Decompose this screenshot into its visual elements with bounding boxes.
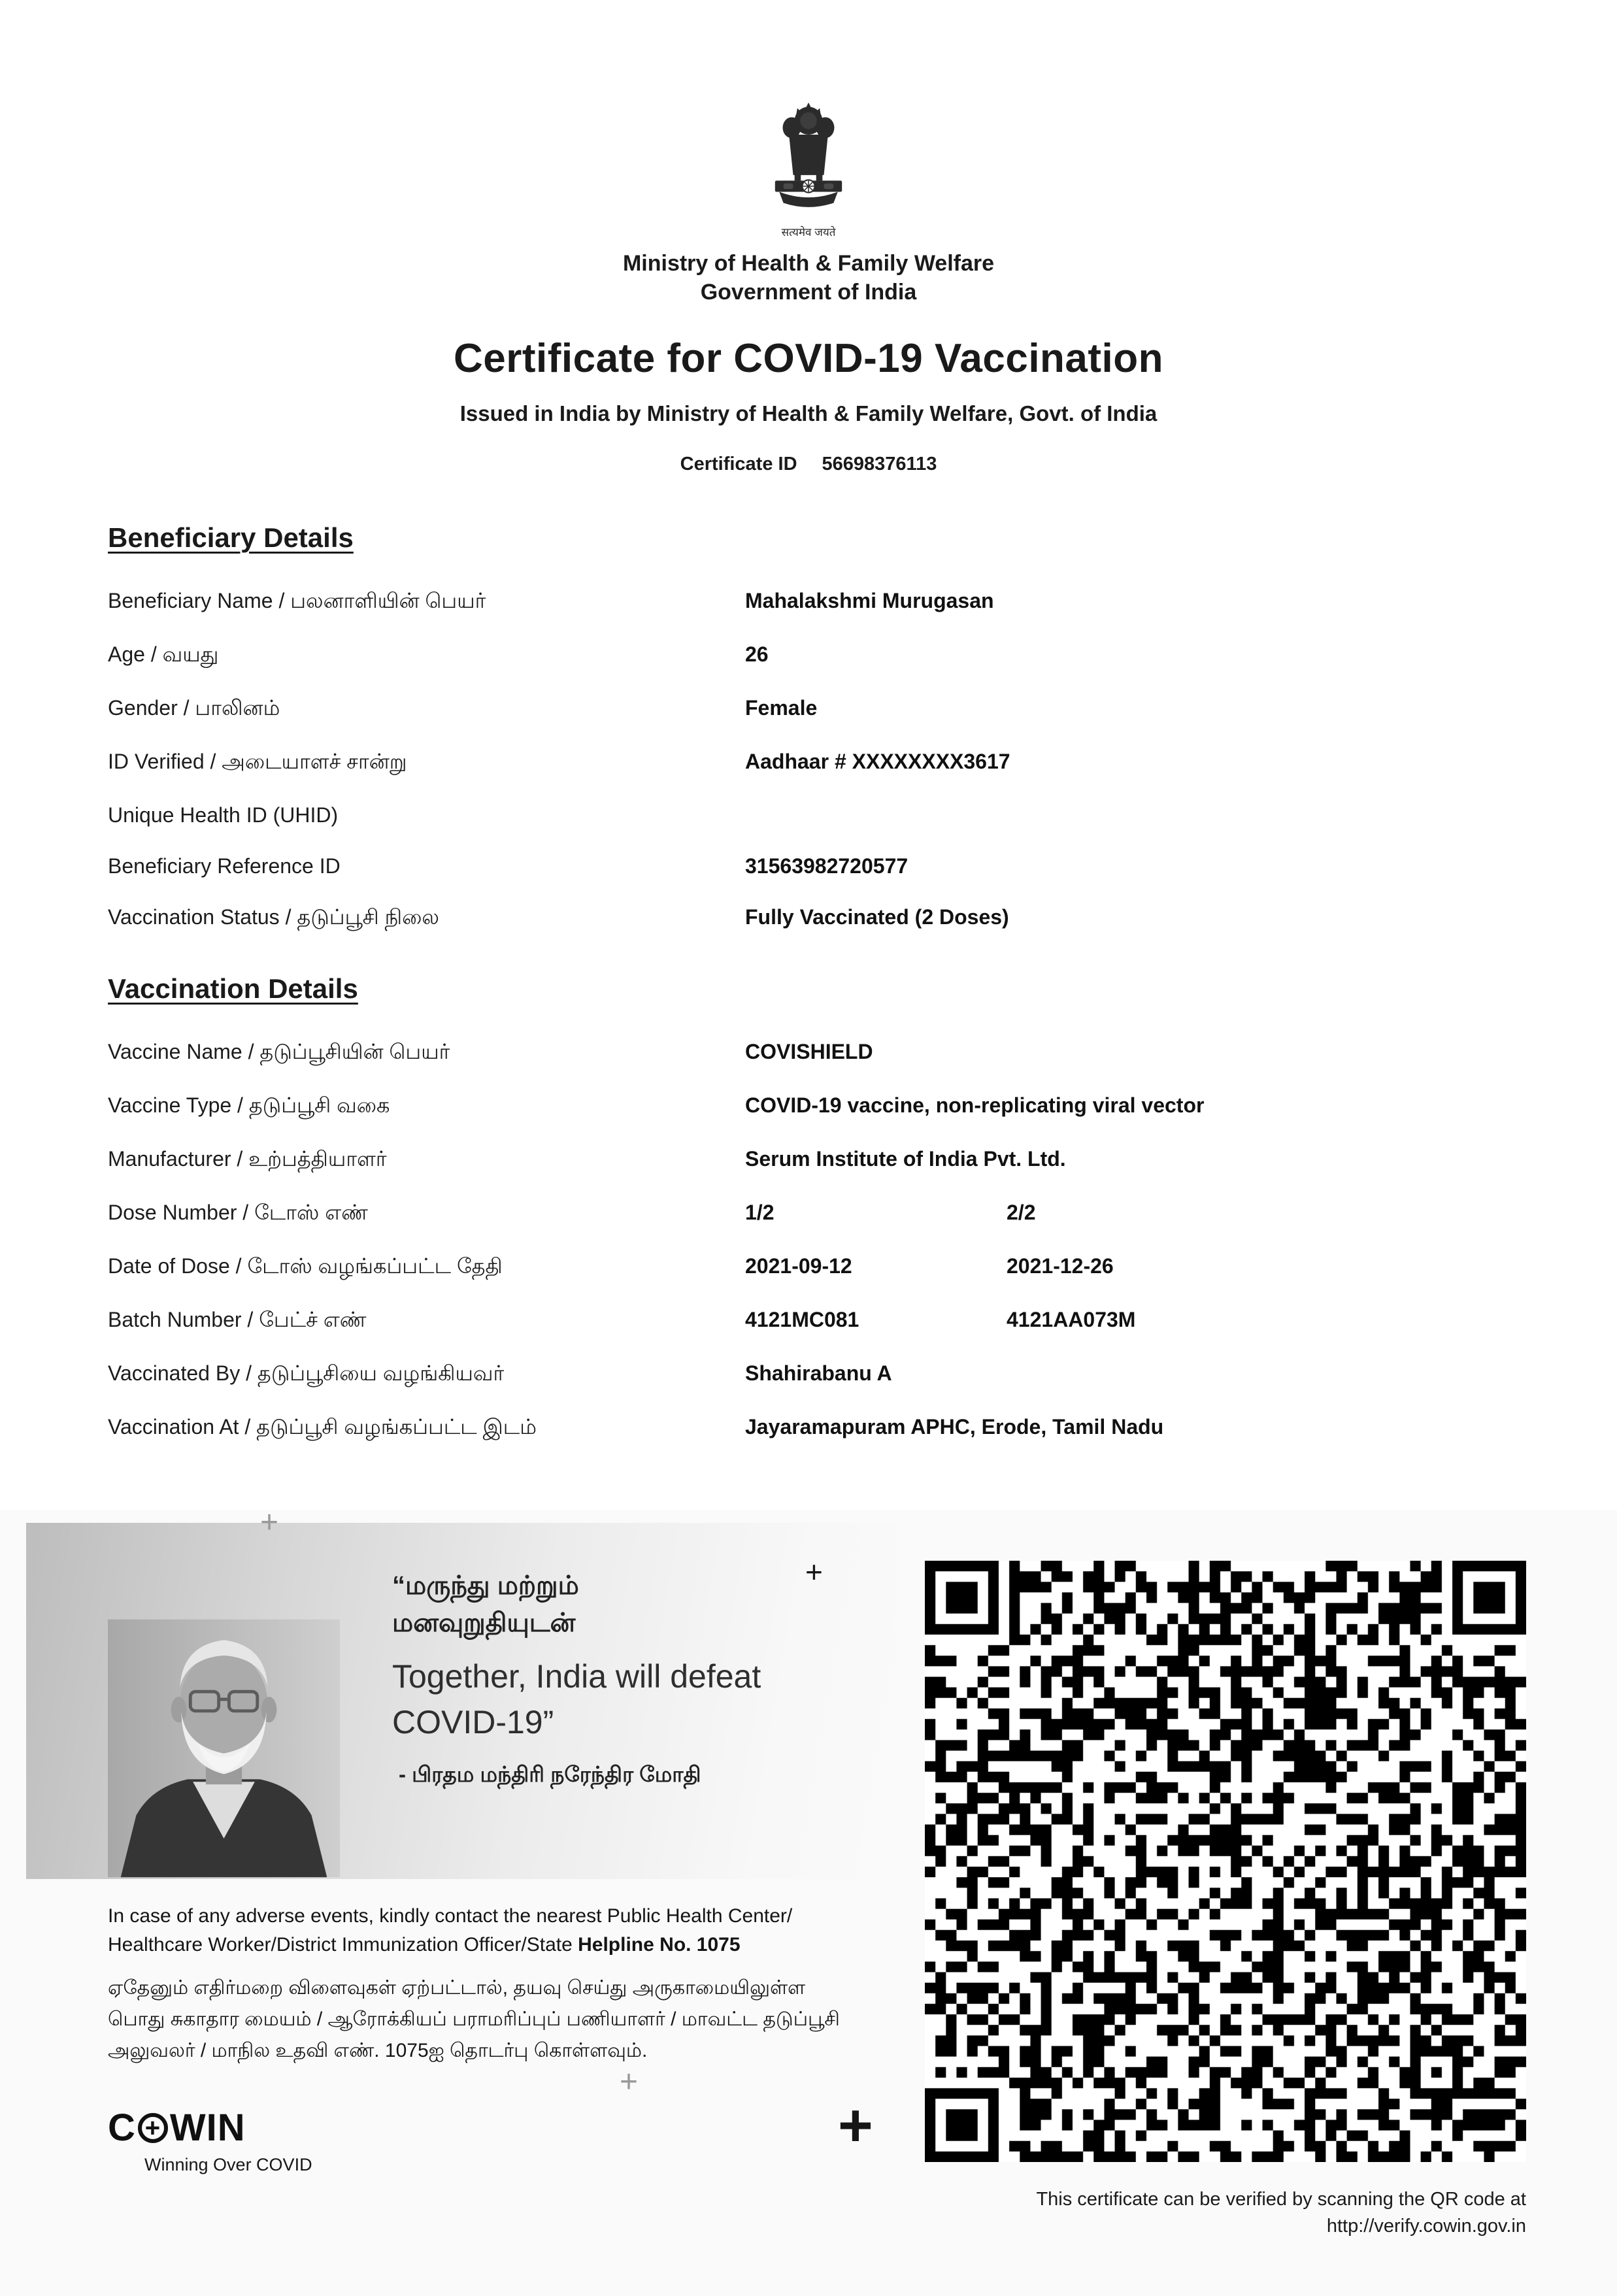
field-value: Serum Institute of India Pvt. Ltd. (745, 1147, 1066, 1171)
field-label: Beneficiary Name / பலனாளியின் பெயர் (108, 589, 486, 613)
quote-attribution: - பிரதம மந்திரி நரேந்திர மோதி (399, 1761, 701, 1786)
table-row (108, 696, 1525, 723)
table-row (108, 1147, 1525, 1174)
field-label: Vaccine Type / தடுப்பூசி வகை (108, 1093, 390, 1118)
ministry-name: Ministry of Health & Family Welfare (622, 251, 995, 276)
field-value: Shahirabanu A (745, 1361, 892, 1386)
table-row (108, 1361, 1525, 1388)
ministry-block (0, 250, 1617, 307)
quote-tamil-line2: மனவுறுதியுடன் (392, 1608, 576, 1637)
certificate-id-value: 56698376113 (822, 454, 937, 475)
adverse-line2: Healthcare Worker/District Immunization Officer/State (108, 1934, 578, 1956)
field-value-dual (745, 1254, 1114, 1278)
satyameva-jayate-motto: सत्यमेव जयते (781, 226, 836, 239)
field-label: Gender / பாலினம் (108, 696, 280, 720)
cowin-brand (108, 2106, 312, 2175)
registration-mark: + (805, 1555, 823, 1589)
verify-instruction (925, 2186, 1526, 2239)
field-label: Vaccinated By / தடுப்பூசியை வழங்கியவர் (108, 1361, 505, 1386)
dose2-value: 2/2 (1007, 1201, 1036, 1225)
quote-english-line2: COVID-19” (392, 1703, 554, 1740)
dose1-value: 1/2 (745, 1201, 775, 1225)
adverse-line1: In case of any adverse events, kindly contact the nearest Public Health Center/ (108, 1905, 793, 1927)
campaign-banner (0, 1505, 1617, 2296)
details-sections (108, 522, 1525, 1442)
dose1-batch: 4121MC081 (745, 1308, 859, 1332)
table-row (108, 589, 1525, 616)
field-value: Fully Vaccinated (2 Doses) (745, 905, 1009, 929)
table-row (108, 854, 1525, 878)
field-label: Unique Health ID (UHID) (108, 803, 339, 827)
ashoka-emblem-icon (767, 92, 850, 220)
field-label: ID Verified / அடையாளச் சான்று (108, 750, 407, 774)
adverse-events-notice-tamil: ஏதேனும் எதிர்மறை விளைவுகள் ஏற்பட்டால், தயவு செய்து அருகாமையிலுள்ள பொது சுகாதார மையம் / ஆரோக்கியப் பராமரிப்புப் பணியாளர் / மாவட்ட தடுப்பூசி அலுவலர் / மாநில உதவி எண். 1075ஐ தொடர்பு கொள்ளவும். (108, 1977, 840, 2061)
cowin-logo-win: WIN (169, 2106, 246, 2149)
cowin-tagline: Winning Over COVID (144, 2155, 312, 2174)
field-label: Batch Number / பேட்ச் எண் (108, 1308, 367, 1332)
field-label: Vaccine Name / தடுப்பூசியின் பெயர் (108, 1040, 450, 1064)
cowin-logo-c: C (108, 2106, 136, 2149)
certificate-header (0, 0, 1617, 475)
table-row (108, 1093, 1525, 1120)
field-label: Vaccination Status / தடுப்பூசி நிலை (108, 905, 439, 929)
registration-mark: + (260, 1505, 279, 1540)
field-label: Date of Dose / டோஸ் வழங்கப்பட்ட தேதி (108, 1254, 503, 1278)
field-value-dual (745, 1308, 1135, 1332)
field-value: Mahalakshmi Murugasan (745, 589, 994, 613)
pm-quote-block (392, 1567, 889, 1790)
pm-portrait-photo (108, 1618, 340, 1879)
adverse-events-notice (108, 1902, 892, 1959)
quote-tamil-line1: “மருந்து மற்றும் (392, 1571, 579, 1600)
cowin-plus-circle-icon: + (138, 2113, 168, 2143)
verify-line1: This certificate can be verified by scanning the QR code at (1036, 2189, 1526, 2210)
field-value: 26 (745, 642, 769, 667)
field-label: Manufacturer / உற்பத்தியாளர் (108, 1147, 387, 1171)
vaccination-details-heading: Vaccination Details (108, 973, 358, 1005)
table-row (108, 750, 1525, 776)
verification-qr-code (925, 1561, 1526, 2162)
table-row (108, 803, 1525, 827)
field-label: Age / வயது (108, 642, 219, 667)
cowin-logo (108, 2106, 312, 2150)
verify-url-link[interactable]: http://verify.cowin.gov.in (1326, 2215, 1526, 2237)
table-row (108, 905, 1525, 932)
field-label: Dose Number / டோஸ் எண் (108, 1201, 368, 1225)
field-value: Jayaramapuram APHC, Erode, Tamil Nadu (745, 1415, 1164, 1439)
field-value-dual (745, 1201, 1035, 1225)
india-national-emblem (767, 92, 850, 239)
government-name: Government of India (700, 279, 917, 305)
table-row (108, 1415, 1525, 1442)
table-row (108, 1201, 1525, 1227)
table-row (108, 1254, 1525, 1281)
field-value: COVISHIELD (745, 1040, 873, 1064)
registration-mark: + (620, 2065, 639, 2099)
certificate-id-label: Certificate ID (680, 454, 797, 475)
field-value: COVID-19 vaccine, non-replicating viral vector (745, 1093, 1205, 1118)
registration-mark: + (838, 2092, 873, 2159)
table-row (108, 1040, 1525, 1067)
table-row (108, 1308, 1525, 1335)
table-row (108, 642, 1525, 669)
issued-by-line: Issued in India by Ministry of Health & Family Welfare, Govt. of India (459, 401, 1158, 426)
certificate-id-line (0, 454, 1617, 475)
qr-code-canvas (925, 1561, 1526, 2162)
field-value: 31563982720577 (745, 854, 909, 878)
quote-english-line1: Together, India will defeat (392, 1657, 761, 1695)
certificate-title: Certificate for COVID-19 Vaccination (453, 336, 1164, 382)
dose1-date: 2021-09-12 (745, 1254, 852, 1278)
beneficiary-details-heading: Beneficiary Details (108, 522, 354, 554)
dose2-date: 2021-12-26 (1007, 1254, 1114, 1278)
field-value: Female (745, 696, 818, 720)
dose2-batch: 4121AA073M (1007, 1308, 1136, 1332)
field-label: Beneficiary Reference ID (108, 854, 341, 878)
field-value: Aadhaar # XXXXXXXX3617 (745, 750, 1010, 774)
field-label: Vaccination At / தடுப்பூசி வழங்கப்பட்ட இடம் (108, 1415, 537, 1439)
helpline-number: Helpline No. 1075 (578, 1934, 741, 1956)
